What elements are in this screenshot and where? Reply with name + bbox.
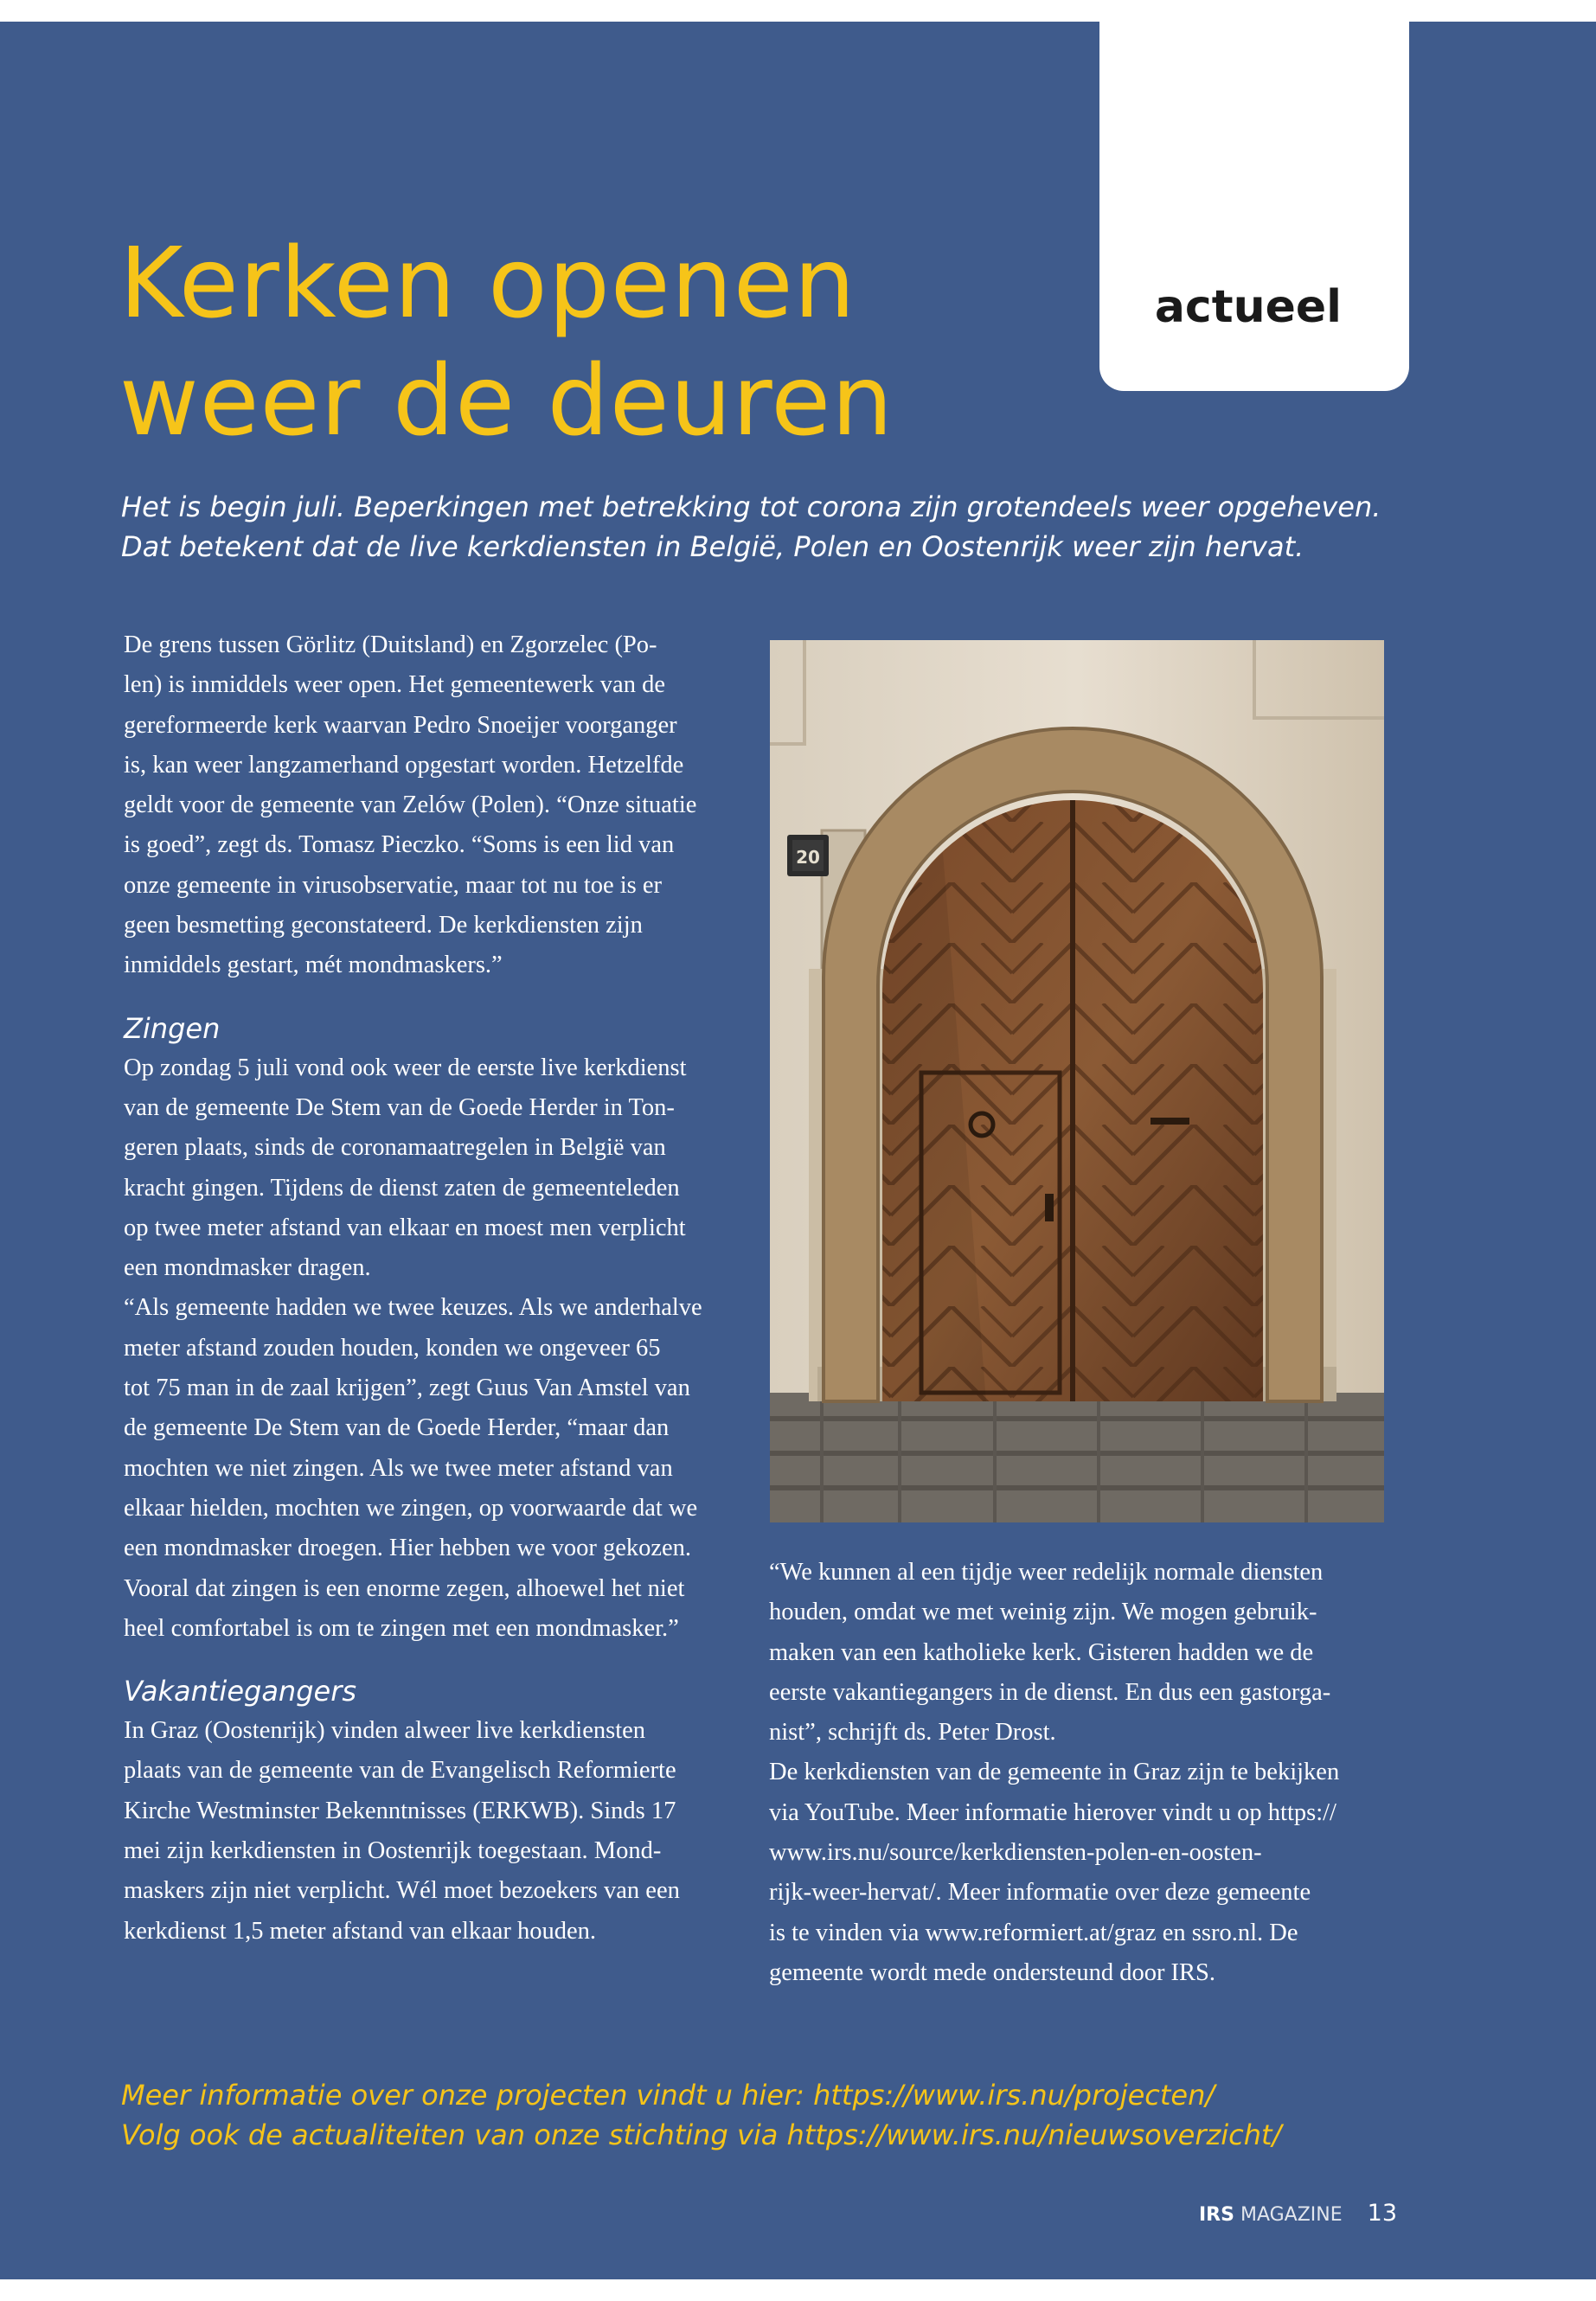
intro-paragraph	[124, 625, 742, 986]
text-line: plaats van de gemeente van de Evangelisch Reformierte	[124, 1757, 676, 1785]
zingen-paragraph	[124, 1048, 742, 1649]
house-number: 20	[796, 847, 820, 868]
text-line: gereformeerde kerk waarvan Pedro Snoeijer voorganger	[124, 711, 677, 739]
text-line: mei zijn kerkdiensten in Oostenrijk toegestaan. Mond-	[124, 1837, 662, 1865]
text-line: Kirche Westminster Bekenntnisses (ERKWB). Sinds 17	[124, 1797, 676, 1824]
text-line: www.irs.nu/source/kerkdiensten-polen-en-oosten-	[769, 1839, 1262, 1867]
section-heading-vakantiegangers: Vakantiegangers	[124, 1675, 357, 1708]
text-line: len) is inmiddels weer open. Het gemeentewerk van de	[124, 671, 665, 699]
text-line: maskers zijn niet verplicht. Wél moet bezoekers van een	[124, 1877, 680, 1905]
text-line: een mondmasker droegen. Hier hebben we voor gekozen.	[124, 1535, 692, 1562]
text-line: nist”, schrijft ds. Peter Drost.	[769, 1719, 1056, 1747]
text-line: op twee meter afstand van elkaar en moest men verplicht	[124, 1214, 686, 1241]
text-line: kracht gingen. Tijdens de dienst zaten de gemeenteleden	[124, 1174, 680, 1202]
text-line: is goed”, zegt ds. Tomasz Pieczko. “Soms is een lid van	[124, 831, 675, 859]
text-line: maken van een katholieke kerk. Gisteren hadden we de	[769, 1638, 1314, 1666]
news-link-line[interactable]: Volg ook de actualiteiten van onze stichting via https://www.irs.nu/nieuwsoverzicht/	[121, 2118, 1282, 2151]
text-line: de gemeente De Stem van de Goede Herder, “maar dan	[124, 1414, 670, 1442]
text-line: is, kan weer langzamerhand opgestart worden. Hetzelfde	[124, 751, 684, 779]
text-line: rijk-weer-hervat/. Meer informatie over deze gemeente	[769, 1879, 1311, 1907]
left-column	[124, 625, 742, 1952]
page-folio	[1199, 2200, 1397, 2227]
text-line: mochten we niet zingen. Als we twee meter afstand van	[124, 1454, 673, 1482]
text-line: Vooral dat zingen is een enorme zegen, alhoewel het niet	[124, 1574, 685, 1602]
footer-links	[121, 2075, 1281, 2155]
text-line: houden, omdat we met weinig zijn. We mogen gebruik-	[769, 1599, 1317, 1626]
text-line: geen besmetting geconstateerd. De kerkdiensten zijn	[124, 912, 643, 939]
text-line: een mondmasker dragen.	[124, 1254, 371, 1282]
section-tab	[1099, 22, 1409, 391]
text-line: meter afstand zouden houden, konden we ongeveer 65	[124, 1334, 661, 1362]
text-line: “We kunnen al een tijdje weer redelijk normale diensten	[769, 1559, 1324, 1586]
text-line: via YouTube. Meer informatie hierover vindt u op https://	[769, 1798, 1336, 1826]
article-title	[119, 225, 894, 460]
text-line: Op zondag 5 juli vond ook weer de eerste live kerkdienst	[124, 1054, 687, 1081]
lead-line: Dat betekent dat de live kerkdiensten in België, Polen en Oostenrijk weer zijn hervat.	[121, 530, 1304, 563]
magazine-page	[0, 22, 1596, 2279]
magazine-label: MAGAZINE	[1240, 2204, 1343, 2226]
title-line: Kerken openen	[119, 228, 856, 340]
text-line: De kerkdiensten van de gemeente in Graz zijn te bekijken	[769, 1759, 1340, 1786]
text-line: In Graz (Oostenrijk) vinden alweer live kerkdiensten	[124, 1717, 646, 1745]
title-line: weer de deuren	[119, 345, 894, 458]
text-line: onze gemeente in virusobservatie, maar tot nu toe is er	[124, 871, 663, 899]
church-door-photo	[770, 640, 1384, 1522]
right-column	[769, 1553, 1388, 1993]
section-label: actueel	[1154, 281, 1342, 333]
text-line: “Als gemeente hadden we twee keuzes. Als we anderhalve	[124, 1294, 702, 1322]
text-line: geldt voor de gemeente van Zelów (Polen). “Onze situatie	[124, 792, 697, 819]
lead-line: Het is begin juli. Beperkingen met betrekking tot corona zijn grotendeels weer opgeheven.	[121, 490, 1381, 523]
section-heading-zingen: Zingen	[124, 1011, 221, 1045]
text-line: geren plaats, sinds de coronamaatregelen in België van	[124, 1134, 666, 1162]
text-line: De grens tussen Görlitz (Duitsland) en Zgorzelec (Po-	[124, 631, 657, 658]
text-line: elkaar hielden, mochten we zingen, op voorwaarde dat we	[124, 1494, 698, 1522]
text-line: gemeente wordt mede ondersteund door IRS.	[769, 1958, 1216, 1986]
text-line: van de gemeente De Stem van de Goede Herder in Ton-	[124, 1093, 675, 1121]
text-line: eerste vakantiegangers in de dienst. En dus een gastorga-	[769, 1678, 1331, 1706]
page-number: 13	[1367, 2200, 1398, 2227]
church-door-illustration	[770, 640, 1384, 1522]
vakantiegangers-paragraph	[124, 1711, 742, 1952]
text-line: heel comfortabel is om te zingen met een mondmasker.”	[124, 1614, 679, 1642]
text-line: kerkdienst 1,5 meter afstand van elkaar houden.	[124, 1917, 597, 1945]
text-line: inmiddels gestart, mét mondmaskers.”	[124, 952, 503, 979]
text-line: tot 75 man in de zaal krijgen”, zegt Guus Van Amstel van	[124, 1375, 690, 1402]
text-line: is te vinden via www.reformiert.at/graz en ssro.nl. De	[769, 1919, 1298, 1946]
projects-link-line[interactable]: Meer informatie over onze projecten vindt u hier: https://www.irs.nu/projecten/	[121, 2079, 1215, 2112]
magazine-brand: IRS	[1199, 2204, 1234, 2226]
lead-paragraph	[121, 487, 1381, 567]
